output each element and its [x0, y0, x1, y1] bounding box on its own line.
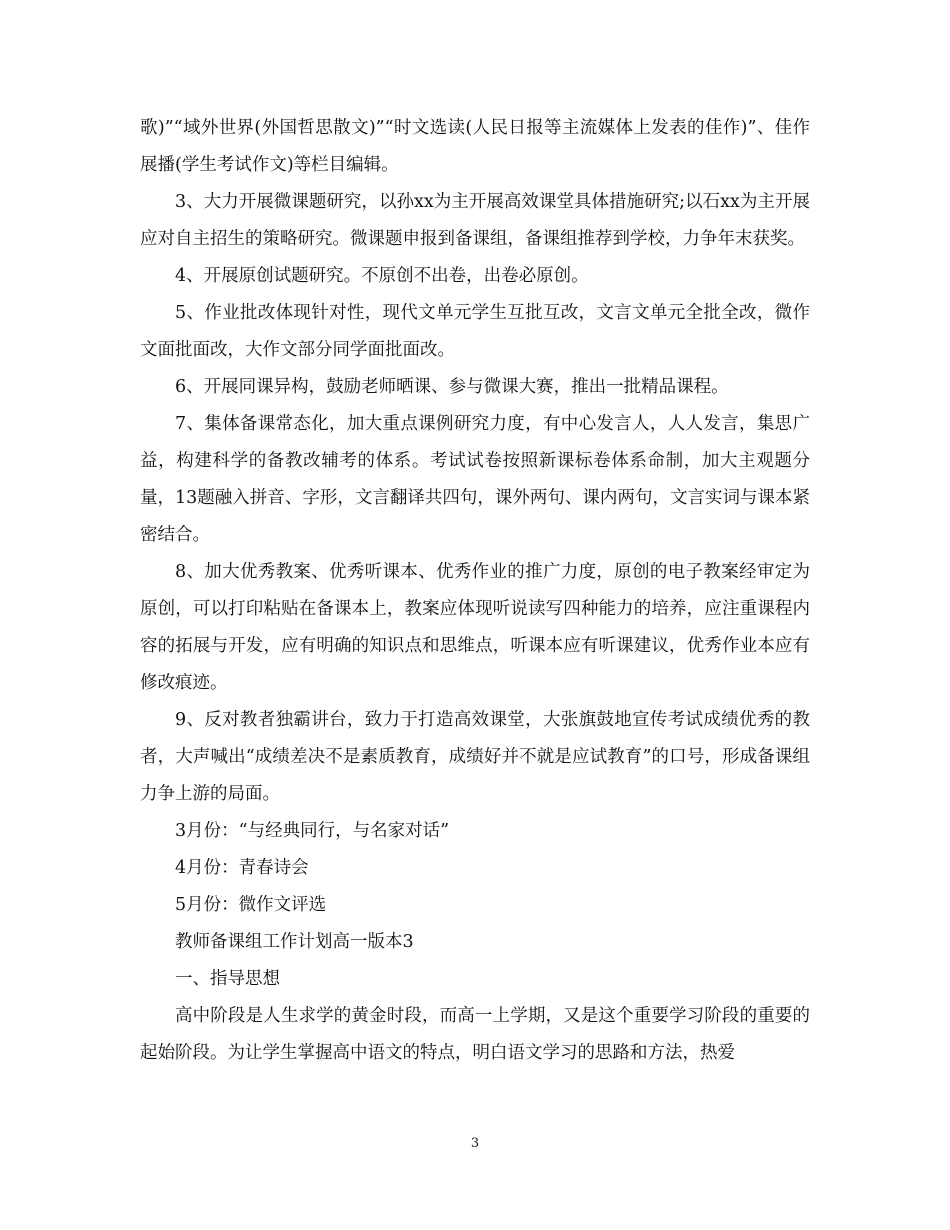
paragraph: 4、开展原创试题研究。不原创不出卷，出卷必原创。 — [175, 266, 589, 286]
paragraph: 歌)”“域外世界(外国哲思散文)”“时文选读(人民日报等主流媒体上发表的佳作)”、佳作展播(学生考试作文)等栏目编辑。 — [140, 118, 810, 175]
section-title: 教师备课组工作计划高一版本3 — [175, 932, 414, 952]
section-heading: 一、指导思想 — [175, 969, 280, 989]
schedule-item-may: 5月份：微作文评选 — [175, 895, 327, 915]
paragraph: 8、加大优秀教案、优秀听课本、优秀作业的推广力度，原创的电子教案经审定为原创，可以打印粘贴在备课本上，教案应体现听说读写四种能力的培养，应注重课程内容的拓展与开发，应有明确的知识点和思维点，听课本应有听课建议，优秀作业本应有修改痕迹。 — [140, 562, 810, 693]
schedule-item-march: 3月份：“与经典同行，与名家对话” — [175, 821, 450, 841]
paragraph: 6、开展同课异构，鼓励老师晒课、参与微课大赛，推出一批精品课程。 — [175, 377, 729, 397]
paragraph: 高中阶段是人生求学的黄金时段，而高一上学期，又是这个重要学习阶段的重要的起始阶段。为让学生掌握高中语文的特点，明白语文学习的思路和方法，热爱 — [140, 1006, 810, 1063]
schedule-item-april: 4月份：青春诗会 — [175, 858, 309, 878]
paragraph: 3、大力开展微课题研究，以孙xx为主开展高效课堂具体措施研究;以石xx为主开展应对自主招生的策略研究。微课题申报到备课组，备课组推荐到学校，力争年末获奖。 — [140, 192, 810, 249]
paragraph: 9、反对教者独霸讲台，致力于打造高效课堂，大张旗鼓地宣传考试成绩优秀的教者，大声喊出“成绩差决不是素质教育，成绩好并不就是应试教育”的口号，形成备课组力争上游的局面。 — [140, 710, 810, 804]
paragraph: 7、集体备课常态化，加大重点课例研究力度，有中心发言人，人人发言，集思广益，构建科学的备教改辅考的体系。考试试卷按照新课标卷体系命制，加大主观题分量，13题融入拼音、字形，文言翻译共四句，课外两句、课内两句，文言实词与课本紧密结合。 — [140, 414, 810, 545]
paragraph: 5、作业批改体现针对性，现代文单元学生互批互改，文言文单元全批全改，微作文面批面改，大作文部分同学面批面改。 — [140, 303, 810, 360]
page-number: 3 — [470, 1136, 480, 1151]
document-body — [140, 110, 810, 1072]
